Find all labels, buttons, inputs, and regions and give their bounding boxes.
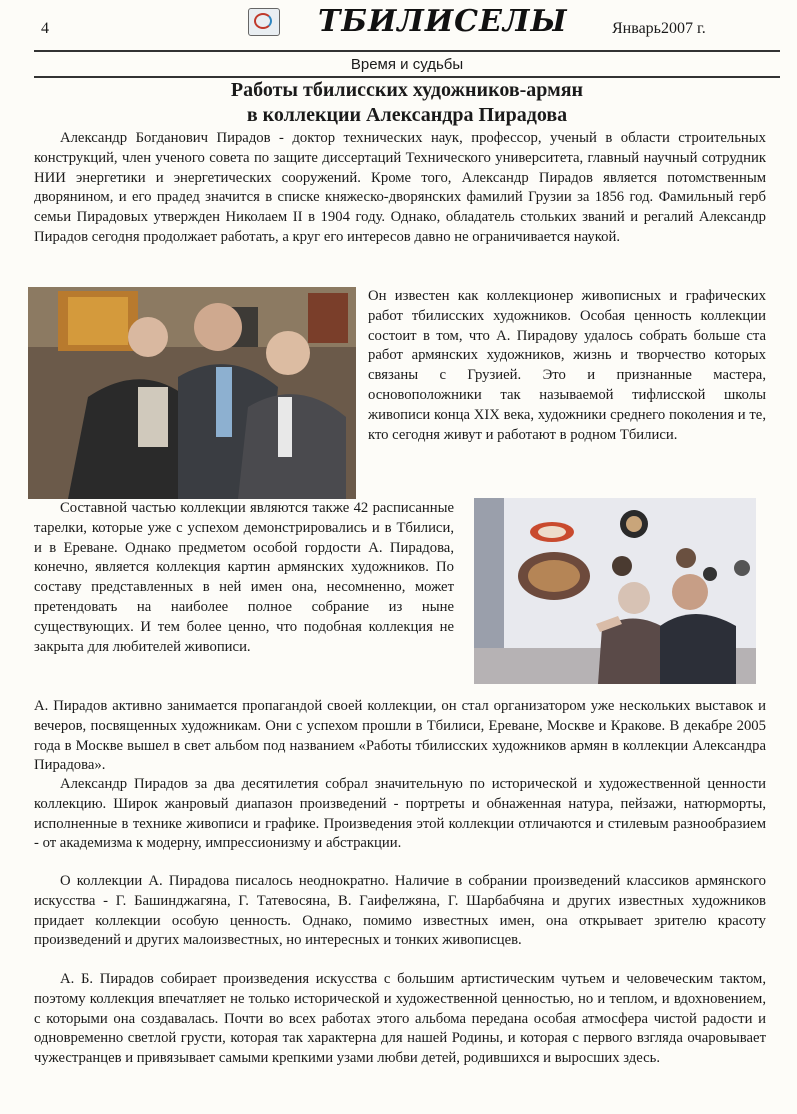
paragraph-1: Александр Богданович Пирадов - доктор технических наук, профессор, ученый в области строительных конструкций, член ученого совета по защите диссертаций Технического университета, главный научный сотрудник НИИ энергетики и энергетических сооружений. Кроме того, Александр Пирадов является потомственным дворянином, и его прадед значится в списке княжеско-дворянских фамилий Грузии за 1856 год. Фамильный герб семьи Пирадовых утвержден Николаем II в 1904 году. Однако, обладатель стольких званий и регалий Александр Пирадов сегодня продолжает работать, а круг его интересов давно не ограничивается наукой. [34,130,766,245]
newspaper-logo-icon [248,8,280,36]
issue-date: Январь2007 г. [612,20,706,37]
photo-plates-exhibit [474,498,756,684]
title-line-1: Работы тбилисских художников-армян [230,79,584,101]
paragraph-3: Составной частью коллекции являются также 42 расписанные тарелки, которые уже с успехом демонстрировались и в Тбилиси, и в Ереване. Однако предметом особой гордости А. Пирадова, конечно, является коллекция картин армянских художников. По составу представленных в ней имен она, несомненно, может претендовать на наиболее полное собрание из ныне существующих. И тем более ценно, что подобная коллекция не закрыта для любителей живописи. [34,500,454,655]
section-heading: Время и судьбы [350,56,464,73]
paragraph-4: А. Пирадов активно занимается пропагандой своей коллекции, он стал организатором уже нескольких выставок и вечеров, посвященных художникам. Они с успехом прошли в Тбилиси, Ереване, Москве и Кракове. В декабре 2005 года в Москве вышел в свет альбом под названием «Работы тбилисских художников армян в коллекции Александра Пирадова». [34,698,766,774]
paragraph-5: Александр Пирадов за два десятилетия собрал значительную по исторической и художественной ценности коллекцию. Широк жанровый диапазон произведений - портреты и обнаженная натура, пейзажи, натюрморты, исполненные в технике живописи и графике. Произведения этой коллекции отличаются и стилевым разнообразием - от академизма к модерну, импрессионизму и абстракции. [34,776,766,852]
paragraph-2: Он известен как коллекционер живописных и графических работ тбилисских художников. Особая ценность коллекции состоит в том, что А. Пирадову удалось собрать больше ста работ армянских художников, жизнь и творчество которых связаны с Грузией. Это и признанные мастера, основоположники так называемой тифлисской школы живописи конца XIX века, художники среднего поколения и те, кто сегодня живут и работают в родном Тбилиси. [368,288,766,443]
top-rule [34,50,780,52]
photo-three-men [28,287,356,499]
article-title [34,78,780,128]
masthead: ТБИЛИСЕЛЫ [318,4,568,39]
page-number: 4 [41,20,49,37]
paragraph-6: О коллекции А. Пирадова писалось неоднократно. Наличие в собрании произведений классиков армянского искусства - Г. Башинджагяна, Г. Татевосяна, В. Гаифелжяна, Г. Шарбабчяна и других известных художников придает коллекции особую ценность. Однако, помимо известных имен, она открывает зрителю красоту произведений и других малоизвестных, но интересных и тонких живописцев. [34,873,766,949]
title-line-2: в коллекции Александра Пирадова [246,104,568,126]
paragraph-7: А. Б. Пирадов собирает произведения искусства с большим артистическим чутьем и человеческим тактом, поэтому коллекция впечатляет не только исторической и художественной ценностью, но и теплом, и вдохновением, с которыми она создавалась. Почти во всех работах этого альбома передана особая атмосфера чистой радости и одновременно светлой грусти, которая так характерна для нашей Родины, и которая с первого взгляда очаровывает чужестранцев и привязывает самыми крепкими узами любви детей, родившихся и выросших здесь. [34,971,766,1067]
